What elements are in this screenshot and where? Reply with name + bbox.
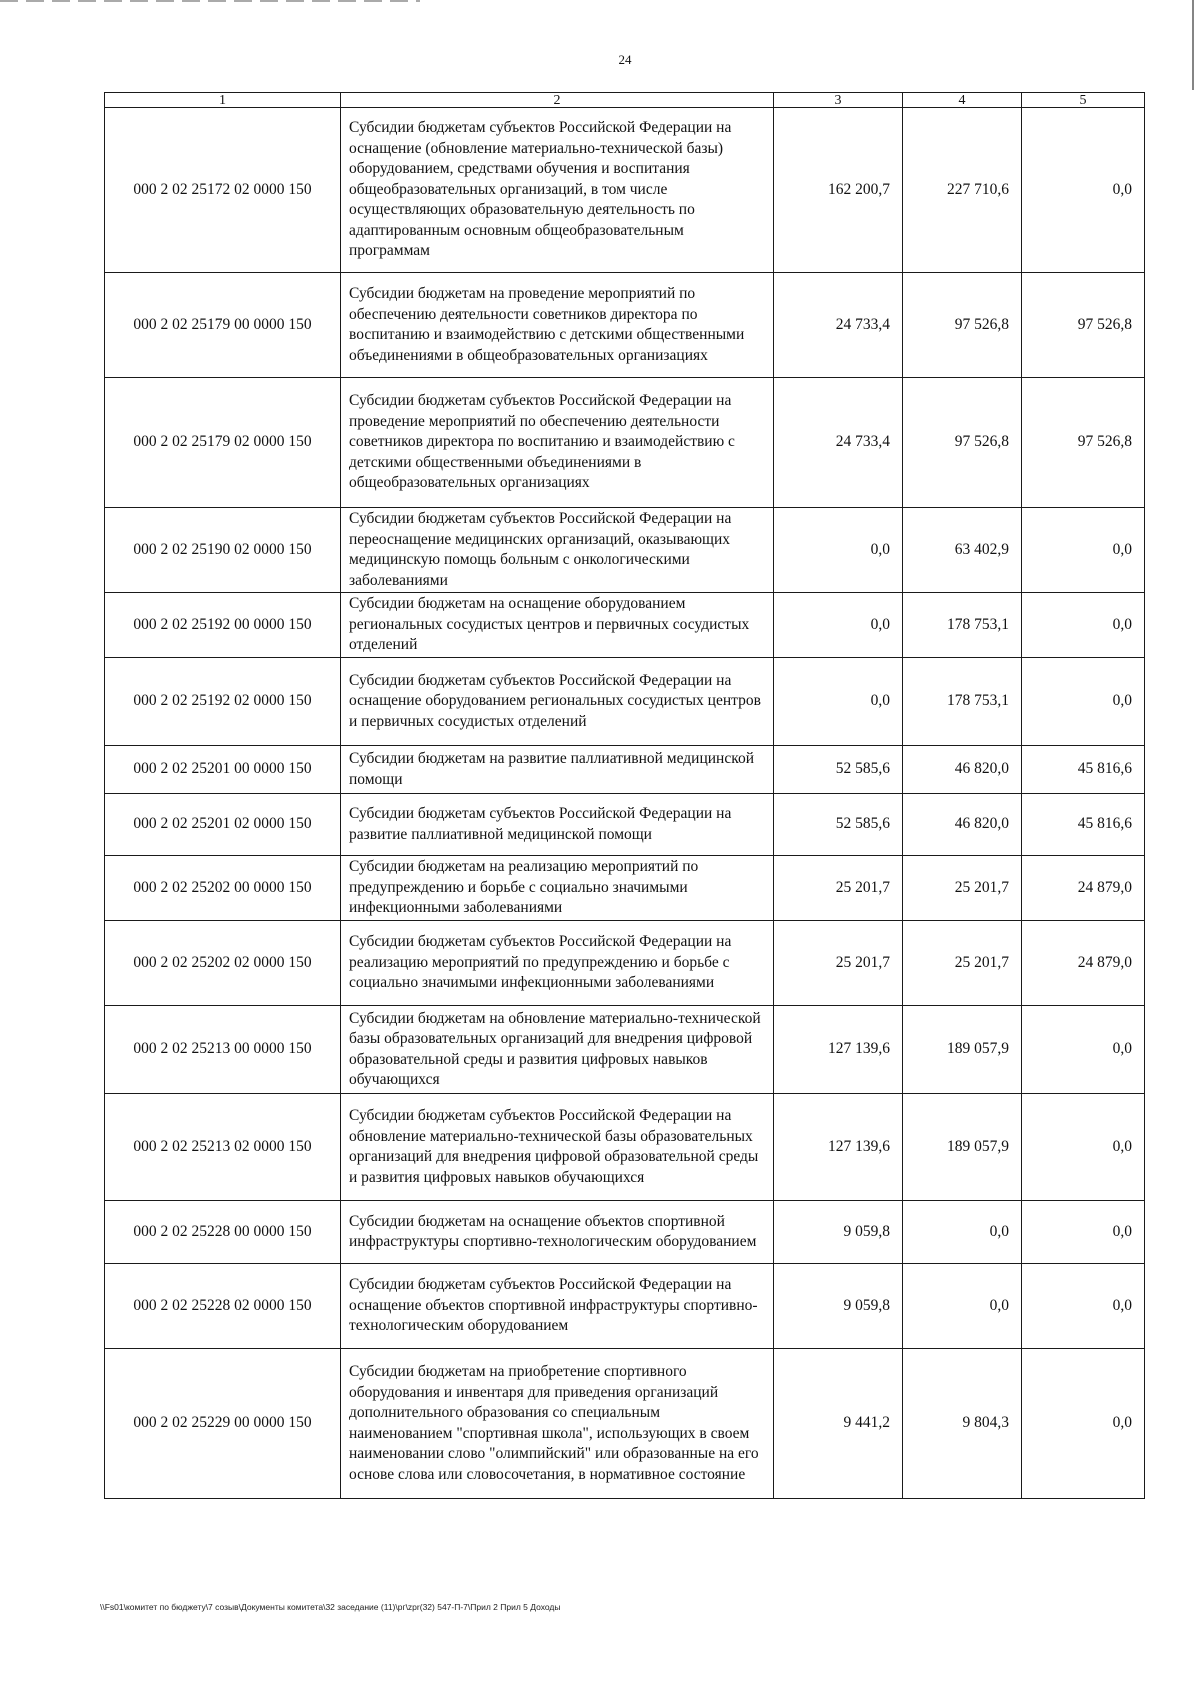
row-value-col-5: 0,0	[1022, 1264, 1145, 1349]
table-row	[105, 794, 1145, 856]
row-value-col-5: 0,0	[1022, 1201, 1145, 1264]
row-value-col-4: 46 820,0	[903, 794, 1022, 856]
row-code: 000 2 02 25192 00 0000 150	[105, 593, 341, 658]
row-code: 000 2 02 25202 02 0000 150	[105, 921, 341, 1006]
row-value-col-4: 25 201,7	[903, 856, 1022, 921]
table-row	[105, 108, 1145, 273]
row-value-col-4: 178 753,1	[903, 658, 1022, 746]
row-value-col-5: 24 879,0	[1022, 921, 1145, 1006]
row-name: Субсидии бюджетам на оснащение оборудованием региональных сосудистых центров и первичных сосудистых отделений	[341, 593, 774, 658]
header-col-2: 2	[341, 93, 774, 108]
row-code: 000 2 02 25202 00 0000 150	[105, 856, 341, 921]
row-value-col-4: 178 753,1	[903, 593, 1022, 658]
table-row	[105, 1201, 1145, 1264]
row-code: 000 2 02 25213 00 0000 150	[105, 1006, 341, 1094]
row-value-col-3: 127 139,6	[774, 1094, 903, 1201]
row-code: 000 2 02 25190 02 0000 150	[105, 508, 341, 593]
row-code: 000 2 02 25228 00 0000 150	[105, 1201, 341, 1264]
row-code: 000 2 02 25201 02 0000 150	[105, 794, 341, 856]
header-col-5: 5	[1022, 93, 1145, 108]
row-code: 000 2 02 25192 02 0000 150	[105, 658, 341, 746]
row-name: Субсидии бюджетам на проведение мероприятий по обеспечению деятельности советников директора по воспитанию и взаимодействию с детскими общественными объединениями в общеобразовательных организациях	[341, 273, 774, 378]
row-value-col-4: 97 526,8	[903, 273, 1022, 378]
page-number: 24	[618, 52, 632, 67]
row-value-col-4: 227 710,6	[903, 108, 1022, 273]
row-code: 000 2 02 25201 00 0000 150	[105, 746, 341, 794]
row-value-col-3: 25 201,7	[774, 921, 903, 1006]
row-value-col-4: 46 820,0	[903, 746, 1022, 794]
row-code: 000 2 02 25213 02 0000 150	[105, 1094, 341, 1201]
row-code: 000 2 02 25228 02 0000 150	[105, 1264, 341, 1349]
row-value-col-5: 97 526,8	[1022, 378, 1145, 508]
header-col-1: 1	[105, 93, 341, 108]
row-name: Субсидии бюджетам на реализацию мероприятий по предупреждению и борьбе с социально значимыми инфекционными заболеваниями	[341, 856, 774, 921]
row-name: Субсидии бюджетам на оснащение объектов спортивной инфраструктуры спортивно-технологическим оборудованием	[341, 1201, 774, 1264]
row-value-col-5: 24 879,0	[1022, 856, 1145, 921]
row-value-col-4: 25 201,7	[903, 921, 1022, 1006]
row-value-col-3: 9 059,8	[774, 1264, 903, 1349]
row-value-col-4: 189 057,9	[903, 1094, 1022, 1201]
header-col-3: 3	[774, 93, 903, 108]
row-name: Субсидии бюджетам субъектов Российской Федерации на оснащение оборудованием региональных сосудистых центров и первичных сосудистых отделений	[341, 658, 774, 746]
scan-artifact-top	[0, 0, 420, 2]
row-value-col-3: 24 733,4	[774, 273, 903, 378]
table-row	[105, 1094, 1145, 1201]
row-name: Субсидии бюджетам на обновление материально-технической базы образовательных организаций для внедрения цифровой образовательной среды и развития цифровых навыков обучающихся	[341, 1006, 774, 1094]
row-value-col-5: 0,0	[1022, 658, 1145, 746]
row-name: Субсидии бюджетам субъектов Российской Федерации на обновление материально-технической базы образовательных организаций для внедрения цифровой образовательной среды и развития цифровых навыков обучающихся	[341, 1094, 774, 1201]
row-value-col-4: 189 057,9	[903, 1006, 1022, 1094]
row-name: Субсидии бюджетам субъектов Российской Федерации на оснащение (обновление материально-технической базы) оборудованием, средствами обучения и воспитания общеобразовательных организаций, в том числе осуществляющих образовательную деятельность по адаптированным основным общеобразовательным программам	[341, 108, 774, 273]
row-name: Субсидии бюджетам субъектов Российской Федерации на оснащение объектов спортивной инфраструктуры спортивно-технологическим оборудованием	[341, 1264, 774, 1349]
row-name: Субсидии бюджетам на развитие паллиативной медицинской помощи	[341, 746, 774, 794]
header-row	[105, 93, 1145, 108]
row-code: 000 2 02 25179 00 0000 150	[105, 273, 341, 378]
row-value-col-3: 0,0	[774, 593, 903, 658]
row-value-col-3: 0,0	[774, 508, 903, 593]
table-row	[105, 508, 1145, 593]
row-value-col-4: 9 804,3	[903, 1349, 1022, 1499]
table-row	[105, 273, 1145, 378]
row-value-col-3: 52 585,6	[774, 794, 903, 856]
row-value-col-3: 25 201,7	[774, 856, 903, 921]
row-value-col-5: 45 816,6	[1022, 794, 1145, 856]
table-row	[105, 378, 1145, 508]
row-name: Субсидии бюджетам субъектов Российской Федерации на развитие паллиативной медицинской помощи	[341, 794, 774, 856]
table-row	[105, 658, 1145, 746]
row-value-col-3: 9 059,8	[774, 1201, 903, 1264]
table-row	[105, 1349, 1145, 1499]
table-row	[105, 1264, 1145, 1349]
row-value-col-5: 0,0	[1022, 593, 1145, 658]
row-name: Субсидии бюджетам субъектов Российской Федерации на переоснащение медицинских организаций, оказывающих медицинскую помощь больным с онкологическими заболеваниями	[341, 508, 774, 593]
scan-artifact-edge	[1192, 0, 1194, 90]
footer-file-path: \\Fs01\комитет по бюджету\7 созыв\Документы комитета\32 заседание (11)\рг\zpr(32) 547-П-7\Прил 2 Прил 5 Доходы	[100, 1602, 561, 1612]
row-code: 000 2 02 25229 00 0000 150	[105, 1349, 341, 1499]
row-code: 000 2 02 25172 02 0000 150	[105, 108, 341, 273]
header-col-4: 4	[903, 93, 1022, 108]
row-value-col-3: 52 585,6	[774, 746, 903, 794]
table-row	[105, 921, 1145, 1006]
row-value-col-5: 0,0	[1022, 108, 1145, 273]
row-value-col-3: 127 139,6	[774, 1006, 903, 1094]
row-value-col-5: 0,0	[1022, 1094, 1145, 1201]
row-value-col-3: 0,0	[774, 658, 903, 746]
budget-revenue-table	[104, 92, 1145, 1499]
row-value-col-5: 45 816,6	[1022, 746, 1145, 794]
row-value-col-3: 162 200,7	[774, 108, 903, 273]
row-value-col-5: 97 526,8	[1022, 273, 1145, 378]
row-name: Субсидии бюджетам субъектов Российской Федерации на реализацию мероприятий по предупреждению и борьбе с социально значимыми инфекционными заболеваниями	[341, 921, 774, 1006]
row-value-col-5: 0,0	[1022, 1006, 1145, 1094]
table-row	[105, 593, 1145, 658]
row-name: Субсидии бюджетам на приобретение спортивного оборудования и инвентаря для приведения организаций дополнительного образования со специальным наименованием "спортивная школа", использующих в своем наименовании слово "олимпийский" или образованные на его основе слова или словосочетания, в нормативное состояние	[341, 1349, 774, 1499]
row-code: 000 2 02 25179 02 0000 150	[105, 378, 341, 508]
row-value-col-3: 24 733,4	[774, 378, 903, 508]
table-row	[105, 856, 1145, 921]
row-value-col-3: 9 441,2	[774, 1349, 903, 1499]
table-row	[105, 746, 1145, 794]
row-value-col-4: 0,0	[903, 1201, 1022, 1264]
table-row	[105, 1006, 1145, 1094]
row-value-col-4: 63 402,9	[903, 508, 1022, 593]
row-value-col-5: 0,0	[1022, 1349, 1145, 1499]
row-value-col-5: 0,0	[1022, 508, 1145, 593]
row-name: Субсидии бюджетам субъектов Российской Федерации на проведение мероприятий по обеспечению деятельности советников директора по воспитанию и взаимодействию с детскими общественными объединениями в общеобразовательных организациях	[341, 378, 774, 508]
row-value-col-4: 0,0	[903, 1264, 1022, 1349]
row-value-col-4: 97 526,8	[903, 378, 1022, 508]
